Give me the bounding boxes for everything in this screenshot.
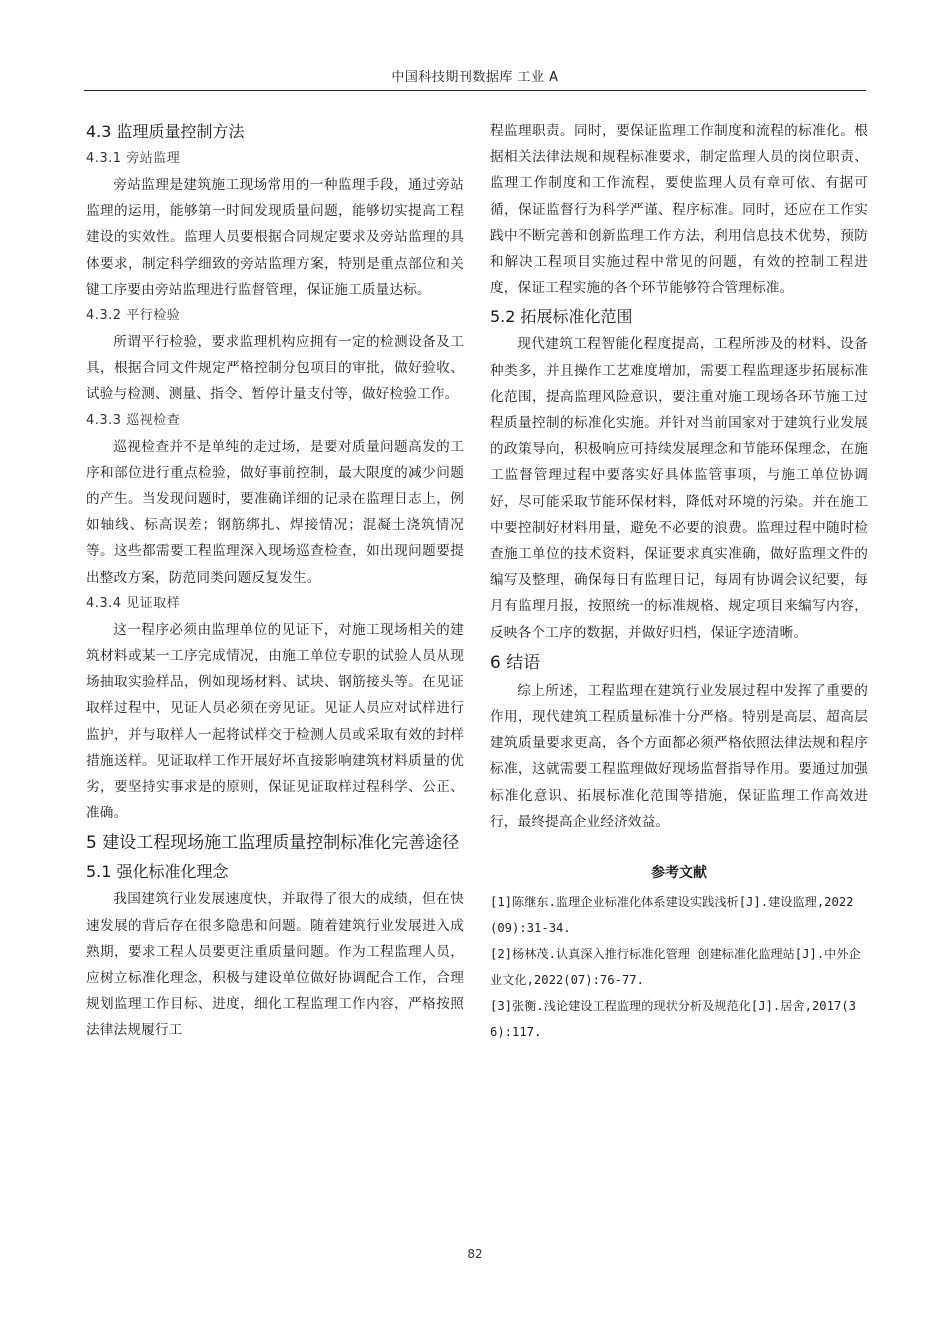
paragraph: 这一程序必须由监理单位的见证下，对施工现场相关的建筑材料或某一工序完成情况，由施工单位专职的试验人员从现场抽取实验样品，例如现场材料、试块、钢筋接头等。在见证取样过程中，见证人员必须在旁见证。见证人员应对试样进行监护，并与取样人一起将试样交于检测人员或采取有效的封样措施送样。见证取样工作开展好坏直接影响建筑材料质量的优劣，要坚持实事求是的原则，保证见证取样过程科学、公正、准确。 (86, 621, 464, 822)
paragraph: 旁站监理是建筑施工现场常用的一种监理手段，通过旁站监理的运用，能够第一时间发现质量问题，能够切实提高工程建设的实效性。监理人员要根据合同规定要求及旁站监理的具体要求，制定科学细致的旁站监理方案，特别是重点部位和关键工序要由旁站监理进行监督管理，保证施工质量达标。 (86, 177, 464, 298)
reference-item: [1]陈继东.监理企业标准化体系建设实践浅析[J].建设监理,2022(09):31-34. (490, 895, 854, 936)
paragraph: 现代建筑工程智能化程度提高，工程所涉及的材料、设备种类多，并且操作工艺难度增加，需要工程监理逐步拓展标准化范围，提高监理风险意识，要注重对施工现场各环节施工过程质量控制的标准化实施。并针对当前国家对于建筑行业发展的政策导向，积极响应可持续发展理念和节能环保理念，在施工监督管理过程中要落实好具体监管事项，与施工单位协调好，尽可能采取节能环保材料，降低对环境的污染。并在施工中要控制好材料用量，避免不必要的浪费。监理过程中随时检查施工单位的技术资料，保证要求真实准确，做好监理文件的编写及整理，确保每日有监理日记，每周有协调会议纪要，每月有监理月报，按照统一的标准规格、规定项目来编写内容，反映各个工序的数据，并做好归档，保证字迹清晰。 (490, 336, 868, 641)
section-6-heading: 6 结语 (490, 652, 541, 673)
right-column (490, 118, 868, 1045)
section-4-3-4-heading: 4.3.4 见证取样 (86, 595, 181, 611)
section-5-heading: 5 建设工程现场施工监理质量控制标准化完善途径 (86, 833, 460, 854)
reference-item: [3]张衡.浅论建设工程监理的现状分析及规范化[J].居舍,2017(36):117. (490, 999, 856, 1040)
section-5-2-heading: 5.2 拓展标准化范围 (490, 307, 633, 327)
paragraph-continued: 程监理职责。同时，要保证监理工作制度和流程的标准化。根据相关法律法规和规程标准要求，制定监理人员的岗位职责、监理工作制度和工作流程，要使监理人员有章可依、有据可循，保证监督行为科学严谨、程序标准。同时，还应在工作实践中不断完善和创新监理工作方法，利用信息技术优势，预防和解决工程项目实施过程中常见的问题，有效的控制工程进度，保证工程实施的各个环节能够符合管理标准。 (490, 123, 868, 297)
paragraph: 综上所述，工程监理在建筑行业发展过程中发挥了重要的作用，现代建筑工程质量标准十分严格。特别是高层、超高层建筑质量要求更高，各个方面都必须严格依照法律法规和程序标准，这就需要工程监理做好现场监督指导作用。要通过加强标准化意识、拓展标准化范围等措施，保证监理工作高效进行，最终提高企业经济效益。 (490, 682, 868, 830)
left-column (86, 118, 464, 1044)
references-heading: 参考文献 (651, 865, 707, 882)
header-divider (84, 90, 866, 91)
running-header: 中国科技期刊数据库 工业 A (391, 70, 559, 85)
section-4-3-2-heading: 4.3.2 平行检验 (86, 308, 181, 324)
page-number: 82 (467, 1247, 483, 1261)
paragraph: 巡视检查并不是单纯的走过场，是要对质量问题高发的工序和部位进行重点检验，做好事前控制，最大限度的减少问题的产生。当发现问题时，要准确详细的记录在监理日志上，例如轴线、标高误差；钢筋绑扎、焊接情况；混凝土浇筑情况等。这些都需要工程监理深入现场巡查检查，如出现问题要提出整改方案，防范同类问题反复发生。 (86, 438, 464, 586)
section-5-1-heading: 5.1 强化标准化理念 (86, 862, 229, 882)
section-4-3-1-heading: 4.3.1 旁站监理 (86, 151, 181, 166)
section-4-3-heading: 4.3 监理质量控制方法 (86, 122, 245, 141)
reference-item: [2]杨林茂.认真深入推行标准化管理 创建标准化监理站[J].中外企业文化,2022(07):76-77. (490, 947, 861, 988)
section-4-3-3-heading: 4.3.3 巡视检查 (86, 412, 181, 428)
paragraph: 所谓平行检验，要求监理机构应拥有一定的检测设备及工具，根据合同文件规定严格控制分包项目的审批，做好验收、试验与检测、测量、指令、暂停计量支付等，做好检验工作。 (86, 334, 464, 403)
paragraph: 我国建筑行业发展速度快，并取得了很大的成绩，但在快速发展的背后存在很多隐患和问题。随着建筑行业发展进入成熟期，要求工程人员要更注重质量问题。作为工程监理人员，应树立标准化理念，积极与建设单位做好协调配合工作，合理规划监理工作目标、进度，细化工程监理工作内容，严格按照法律法规履行工 (86, 891, 464, 1039)
